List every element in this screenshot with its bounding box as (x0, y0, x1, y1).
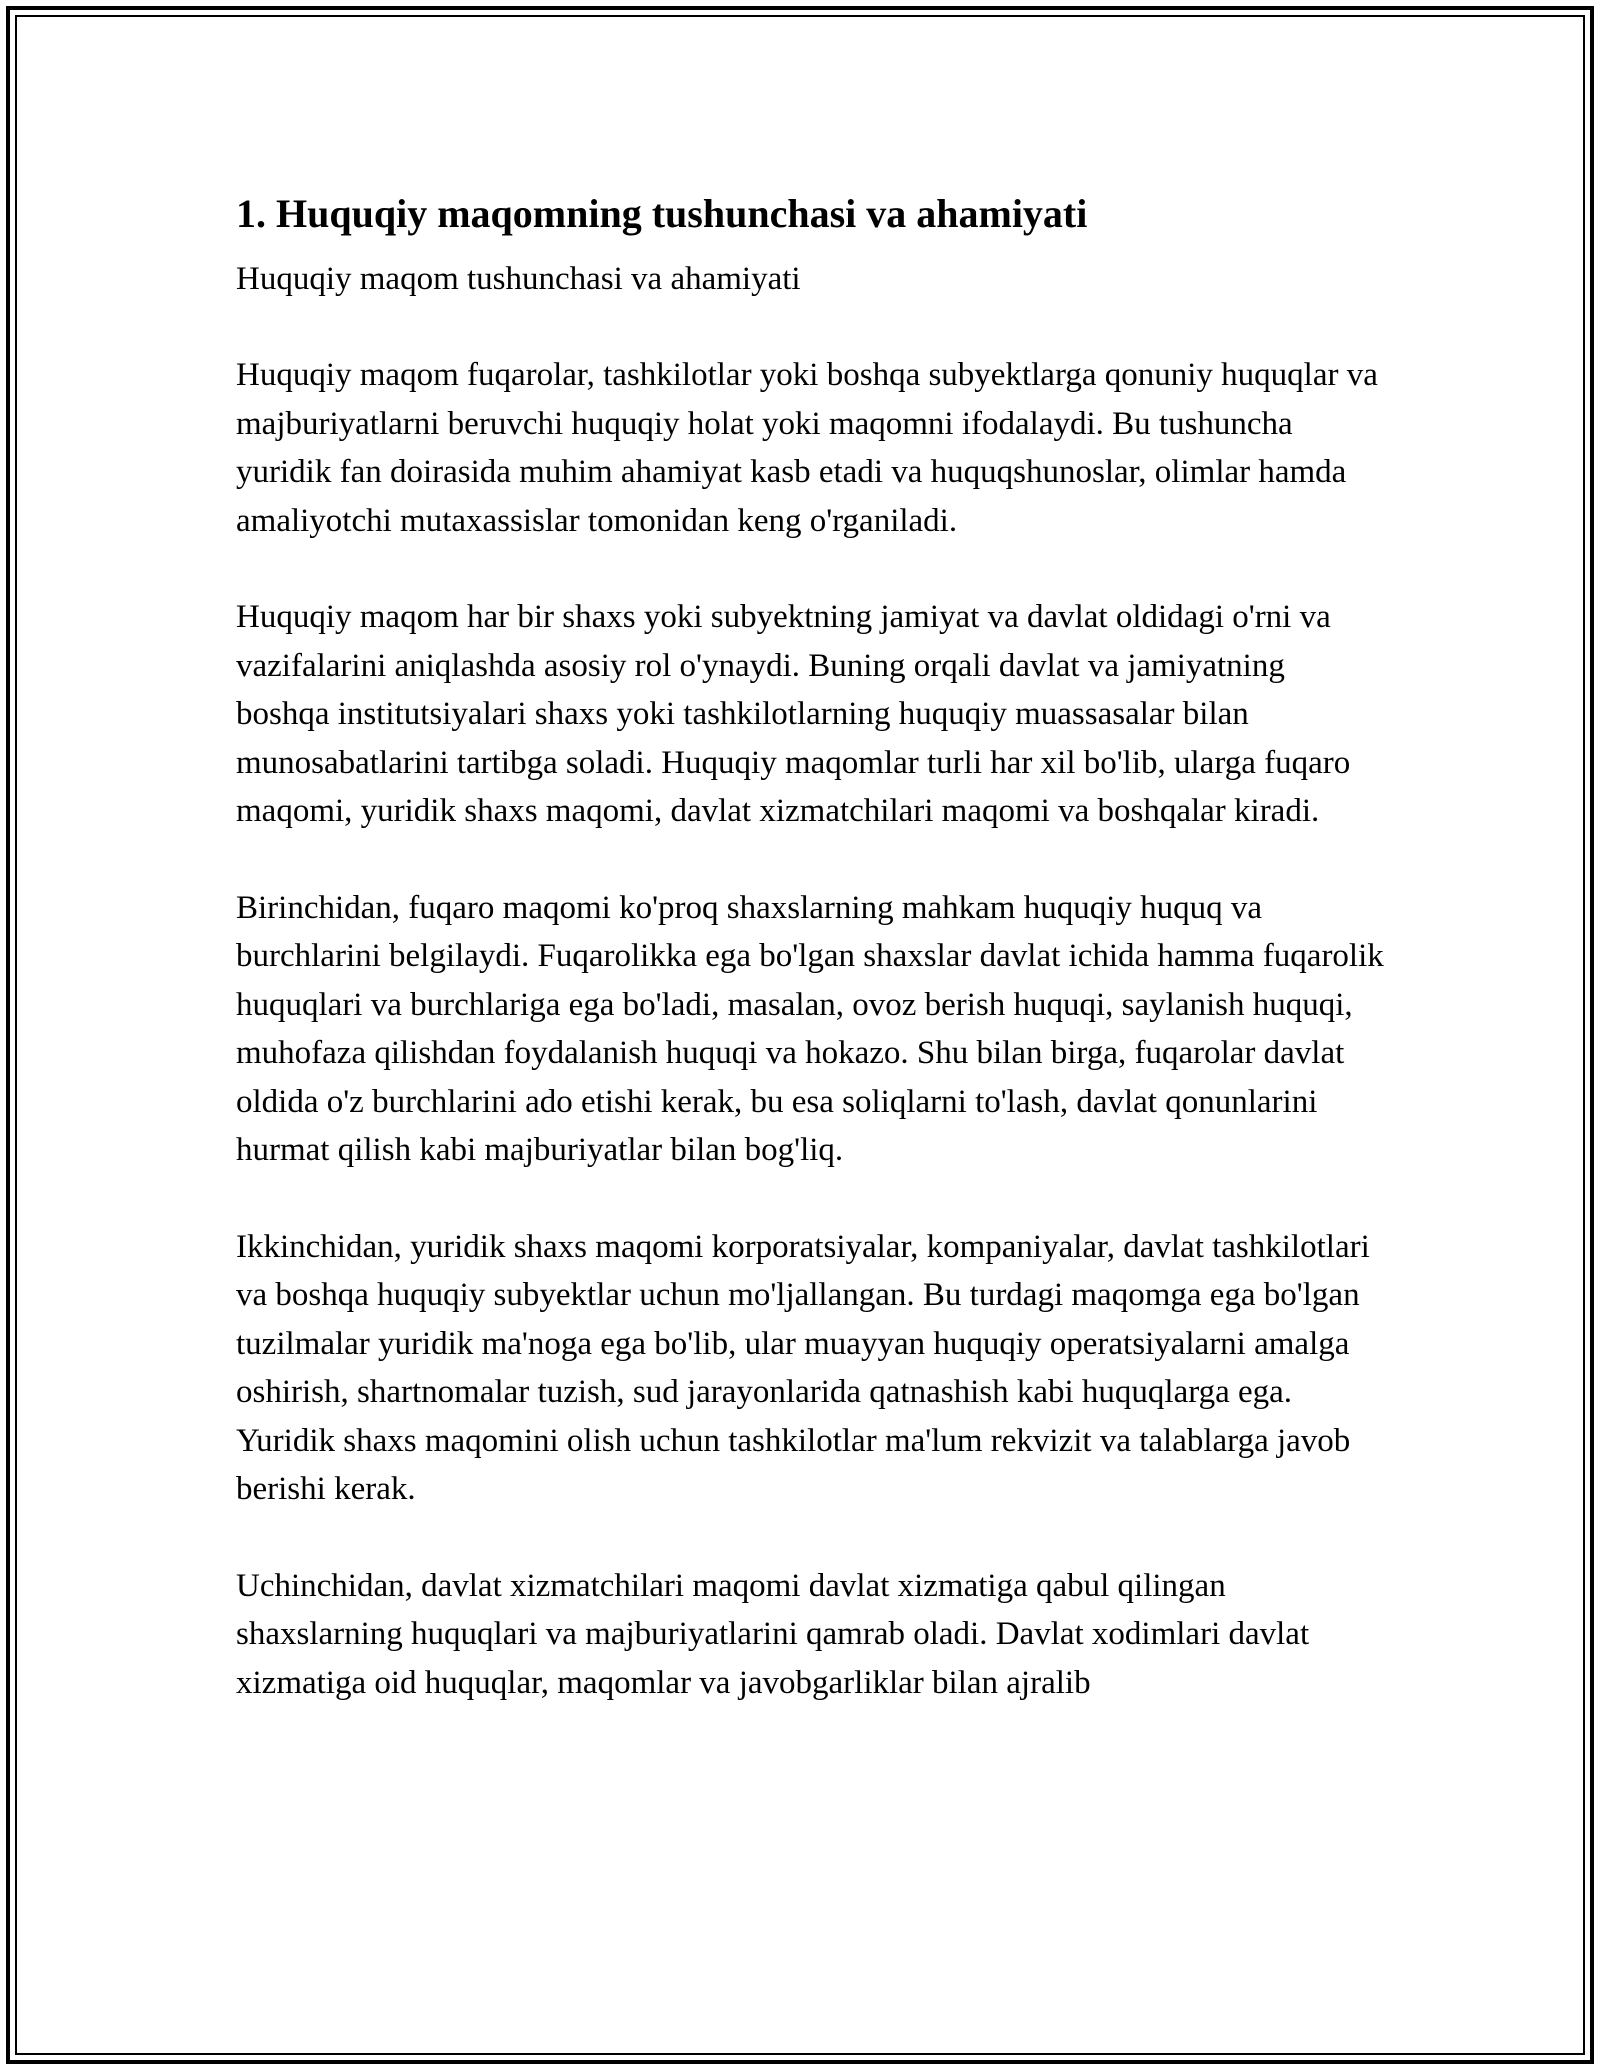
section-subtitle: Huquqiy maqom tushunchasi va ahamiyati (236, 261, 801, 297)
paragraph-2: Huquqiy maqom har bir shaxs yoki subyektning jamiyat va davlat oldidagi o'rni va vazifalarini aniqlashda asosiy rol o'ynaydi. Buning orqali davlat va jamiyatning boshqa institutsiyalari shaxs yoki tashkilotlarning huquqiy muassasalar bilan munosabatlarini tartibga soladi. Huquqiy maqomlar turli har xil bo'lib, ularga fuqaro maqomi, yuridik shaxs maqomi, davlat xizmatchilari maqomi va boshqalar kiradi. (236, 599, 1351, 829)
paragraph-3: Birinchidan, fuqaro maqomi ko'proq shaxslarning mahkam huquqiy huquq va burchlarini belgilaydi. Fuqarolikka ega bo'lgan shaxslar davlat ichida hamma fuqarolik huquqlari va burchlariga ega bo'ladi, masalan, ovoz berish huquqi, saylanish huquqi, muhofaza qilishdan foydalanish huquqi va hokazo. Shu bilan birga, fuqarolar davlat oldida o'z burchlarini ado etishi kerak, bu esa soliqlarni to'lash, davlat qonunlarini hurmat qilish kabi majburiyatlar bilan bog'liq. (236, 889, 1384, 1168)
paragraph-5: Uchinchidan, davlat xizmatchilari maqomi davlat xizmatiga qabul qilingan shaxslarning huquqlari va majburiyatlarini qamrab oladi. Davlat xodimlari davlat xizmatiga oid huquqlar, maqomlar va javobgarliklar bilan ajralib (236, 1567, 1310, 1701)
document-body (236, 185, 1386, 1755)
paragraph-4: Ikkinchidan, yuridik shaxs maqomi korporatsiyalar, kompaniyalar, davlat tashkilotlari va boshqa huquqiy subyektlar uchun mo'ljallangan. Bu turdagi maqomga ega bo'lgan tuzilmalar yuridik ma'noga ega bo'lib, ular muayyan huquqiy operatsiyalarni amalga oshirish, shartnomalar tuzish, sud jarayonlarida qatnashish kabi huquqlarga ega. Yuridik shaxs maqomini olish uchun tashkilotlar ma'lum rekvizit va talablarga javob berishi kerak. (236, 1228, 1370, 1507)
section-heading: 1. Huquqiy maqomning tushunchasi va ahamiyati (236, 191, 1088, 236)
paragraph-1: Huquqiy maqom fuqarolar, tashkilotlar yoki boshqa subyektlarga qonuniy huquqlar va majburiyatlarni beruvchi huquqiy holat yoki maqomni ifodalaydi. Bu tushuncha yuridik fan doirasida muhim ahamiyat kasb etadi va huquqshunoslar, olimlar hamda amaliyotchi mutaxassislar tomonidan keng o'rganiladi. (236, 357, 1378, 539)
